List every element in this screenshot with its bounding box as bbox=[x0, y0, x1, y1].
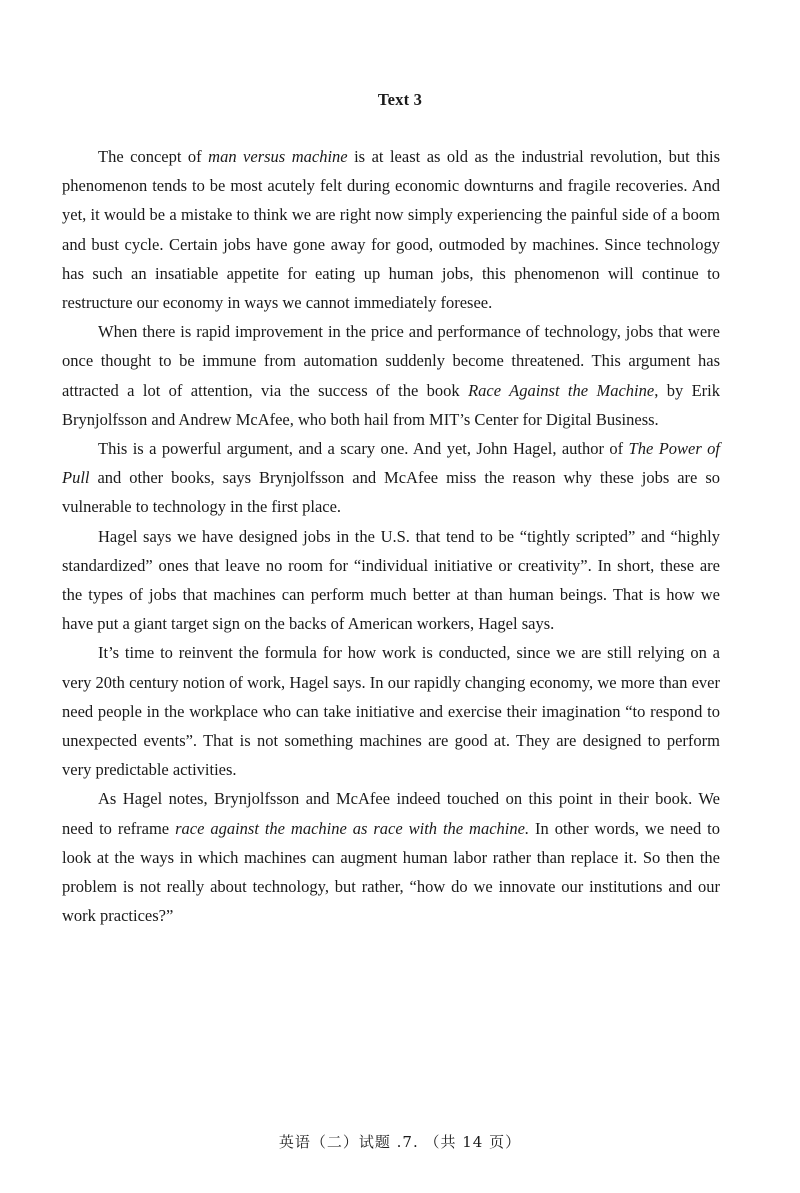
paragraph bbox=[62, 317, 720, 434]
text-run: It’s time to reinvent the formula for how work is conducted, since we are still relying on a very 20th century notion of work, Hagel says. In our rapidly changing economy, we more than ever need people in the workplace who can take initiative and exercise their imagination “to respond to unexpected events”. That is not something machines are good at. They are designed to perform very predictable activities. bbox=[62, 643, 720, 780]
paragraph bbox=[62, 142, 720, 317]
text-run: and other books, says Brynjolfsson and McAfee miss the reason why these jobs are so vulnerable to technology in the first place. bbox=[62, 468, 720, 517]
text-run: Hagel says we have designed jobs in the U.S. that tend to be “tightly scripted” and “highly standardized” ones that leave no room for “individual initiative or creativity”. In short, these are the types of jobs that machines can perform much better at than human beings. That is how we have put a giant target sign on the backs of American workers, Hagel says. bbox=[62, 526, 720, 634]
text-run: In other words, we need to look at the ways in which machines can augment human labor rather than replace it. So then the problem is not really about technology, but rather, “how do we innovate our institutions and our work practices?” bbox=[62, 818, 721, 926]
text-run: is at least as old as the industrial revolution, but this phenomenon tends to be most acutely felt during economic downturns and fragile recoveries. And yet, it would be a mistake to think we are right now simply experiencing the painful side of a boom and bust cycle. Certain jobs have gone away for good, outmoded by machines. Since technology has such an insatiable appetite for eating up human jobs, this phenomenon will continue to restructure our economy in ways we cannot immediately foresee. bbox=[62, 147, 721, 313]
paragraph bbox=[62, 784, 720, 930]
text-heading: Text 3 bbox=[377, 90, 423, 109]
page-footer: 英语（二）试题 .7. （共 14 页） bbox=[278, 1133, 522, 1151]
text-run: This is a powerful argument, and a scary one. And yet, John Hagel, author of bbox=[98, 439, 629, 459]
paragraph bbox=[62, 434, 720, 522]
text-run: When there is rapid improvement in the price and performance of technology, jobs that were once thought to be immune from automation suddenly become threatened. This argument has attracted a lot of attention, via the success of the book bbox=[62, 322, 720, 400]
text-run: The concept of bbox=[98, 147, 209, 166]
italic-phrase: The Power of Pull bbox=[62, 439, 720, 488]
paragraph bbox=[62, 522, 720, 639]
passage-body bbox=[62, 142, 720, 930]
italic-phrase: race against the machine as race with the machine. bbox=[175, 818, 530, 838]
italic-phrase: man versus machine bbox=[208, 147, 348, 166]
italic-phrase: Race Against the Machine bbox=[468, 380, 655, 400]
text-run: As Hagel notes, Brynjolfsson and McAfee indeed touched on this point in their book. We need to reframe bbox=[62, 789, 720, 838]
text-run: , by Erik Brynjolfsson and Andrew McAfee, who both hail from MIT’s Center for Digital Business. bbox=[62, 380, 721, 429]
paragraph bbox=[62, 638, 720, 784]
